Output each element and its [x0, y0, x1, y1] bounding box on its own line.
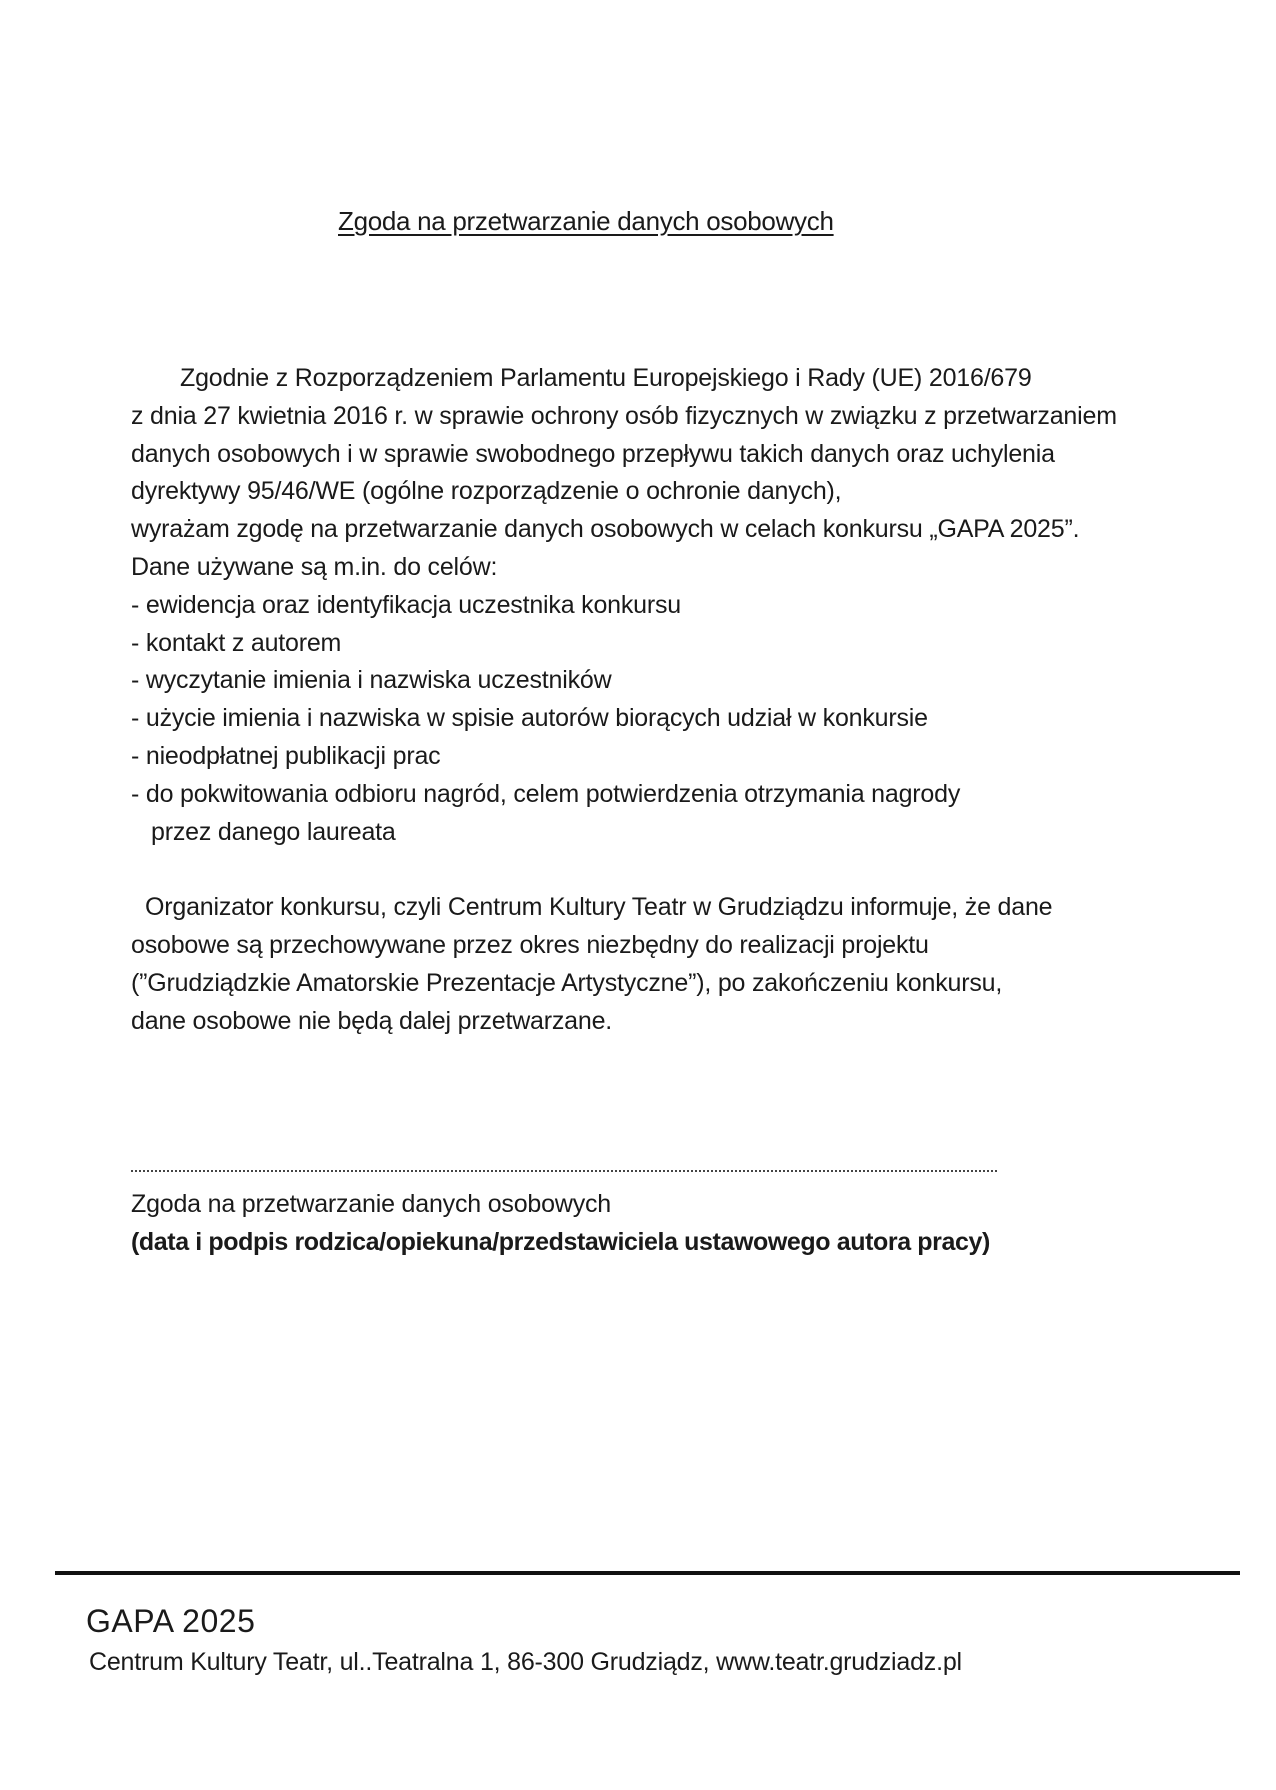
list-item: - nieodpłatnej publikacji prac — [131, 741, 441, 770]
list-item: - kontakt z autorem — [131, 628, 342, 657]
text-line: danych osobowych i w sprawie swobodnego przepływu takich danych oraz uchylenia — [131, 439, 1055, 468]
text-line: Zgodnie z Rozporządzeniem Parlamentu Europejskiego i Rady (UE) 2016/679 — [180, 364, 1032, 392]
footer-address: Centrum Kultury Teatr, ul..Teatralna 1, 86-300 Grudziądz, www.teatr.grudziadz.pl — [89, 1648, 962, 1676]
signature-caption: Zgoda na przetwarzanie danych osobowych — [131, 1190, 611, 1218]
text-line: Organizator konkursu, czyli Centrum Kultury Teatr w Grudziądzu informuje, że dane — [145, 893, 1053, 922]
footer-divider — [55, 1571, 1240, 1575]
list-item-continuation: przez danego laureata — [151, 817, 396, 846]
paragraph-spacer — [131, 851, 1191, 889]
paragraph-legal-basis — [131, 360, 1191, 587]
signature-note: (data i podpis rodzica/opiekuna/przedstawiciela ustawowego autora pracy) — [131, 1227, 990, 1256]
document-body — [131, 360, 1191, 1041]
text-line: osobowe są przechowywane przez okres niezbędny do realizacji projektu — [131, 931, 929, 960]
purposes-list — [131, 587, 1191, 852]
paragraph-organizer-info — [131, 889, 1191, 1040]
list-item: - do pokwitowania odbioru nagród, celem potwierdzenia otrzymania nagrody — [131, 779, 961, 808]
text-line: Dane używane są m.in. do celów: — [131, 552, 498, 581]
list-item: - użycie imienia i nazwiska w spisie autorów biorących udział w konkursie — [131, 704, 928, 733]
signature-block — [131, 1170, 1131, 1262]
text-line: (”Grudziądzkie Amatorskie Prezentacje Artystyczne”), po zakończeniu konkursu, — [131, 968, 1003, 997]
list-item: - wyczytanie imienia i nazwiska uczestników — [131, 666, 612, 695]
list-item: - ewidencja oraz identyfikacja uczestnika konkursu — [131, 590, 681, 619]
text-line: dyrektywy 95/46/WE (ogólne rozporządzenie o ochronie danych), — [131, 477, 842, 506]
document-title: Zgoda na przetwarzanie danych osobowych — [338, 206, 834, 236]
text-line: dane osobowe nie będą dalej przetwarzane. — [131, 1006, 613, 1035]
text-line: wyrażam zgodę na przetwarzanie danych osobowych w celach konkursu „GAPA 2025”. — [131, 515, 1080, 544]
signature-line — [131, 1170, 997, 1172]
footer-title: GAPA 2025 — [86, 1603, 256, 1639]
text-line: z dnia 27 kwietnia 2016 r. w sprawie ochrony osób fizycznych w związku z przetwarzaniem — [131, 401, 1117, 430]
